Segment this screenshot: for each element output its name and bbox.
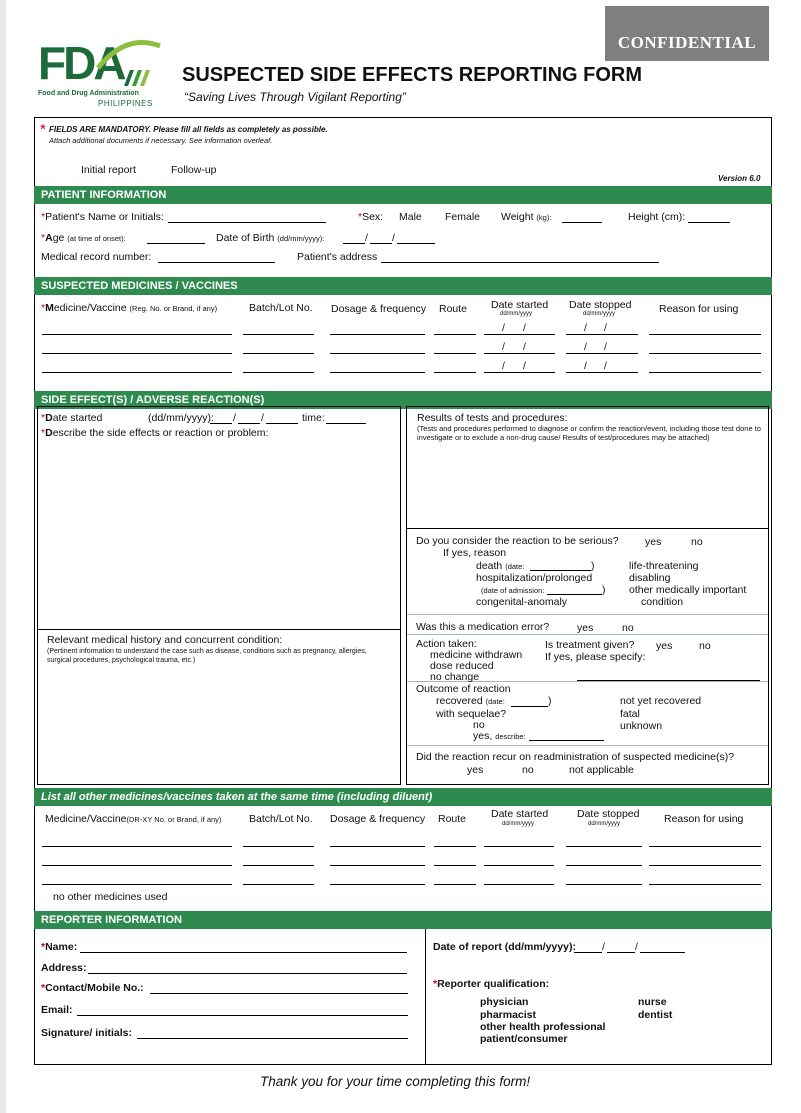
reporter-address-label: Address: <box>41 962 87 974</box>
patient-name-field[interactable] <box>168 222 326 223</box>
reporter-section-header: REPORTER INFORMATION <box>34 911 772 929</box>
reporter-contact-field[interactable] <box>150 993 408 994</box>
suspected-date-started-field[interactable] <box>484 334 555 335</box>
patient-section-header: PATIENT INFORMATION <box>34 186 772 204</box>
other-date-stopped-field[interactable] <box>566 884 642 885</box>
other-reason-field[interactable] <box>649 865 761 866</box>
weight-label: Weight (kg): <box>501 211 552 223</box>
outcome-fatal-option[interactable]: fatal <box>620 708 640 720</box>
report-date-year-field[interactable] <box>640 952 685 953</box>
date-stopped-column-header: Date stopped <box>569 299 632 311</box>
no-other-medicines-option[interactable]: no other medicines used <box>53 891 168 903</box>
reason-death-option[interactable]: death (date: <box>476 560 525 572</box>
date-separator: / <box>523 360 526 372</box>
attach-note: Attach additional documents if necessary. See information overleaf. <box>49 136 273 145</box>
date-separator: / <box>584 360 587 372</box>
sequelae-no-option[interactable]: no <box>473 719 485 731</box>
qualification-dentist-option[interactable]: dentist <box>638 1009 673 1021</box>
suspected-medicine-field[interactable] <box>42 372 232 373</box>
logo-country: PHILIPPINES <box>98 99 153 108</box>
serious-yes-option[interactable]: yes <box>645 536 662 548</box>
action-taken-label: Action taken: <box>416 638 477 650</box>
logo-stripes-icon <box>120 68 154 88</box>
other-date-stopped-field[interactable] <box>566 865 642 866</box>
date-separator: / <box>502 360 505 372</box>
admission-date-label: (date of admission: <box>481 586 545 595</box>
other-batch-column-header: Batch/Lot No. <box>249 813 313 825</box>
dosage-column-header: Dosage & frequency <box>331 303 427 315</box>
qualification-other-option[interactable]: other health professional <box>480 1021 606 1033</box>
route-column-header: Route <box>439 303 468 315</box>
dob-year-field[interactable] <box>397 243 435 244</box>
medicine-column-header: *Medicine/Vaccine (Reg. No. or Brand, if any) <box>41 302 218 314</box>
reaction-date-month-field[interactable] <box>238 423 260 424</box>
other-dosage-field[interactable] <box>330 884 425 885</box>
dob-month-field[interactable] <box>370 243 392 244</box>
qualification-nurse-option[interactable]: nurse <box>638 996 667 1008</box>
other-date-stopped-field[interactable] <box>566 846 642 847</box>
date-separator: / <box>523 341 526 353</box>
reason-other-important-option[interactable]: other medically important <box>629 584 747 596</box>
reaction-date-year-field[interactable] <box>266 423 298 424</box>
date-separator: / <box>502 341 505 353</box>
date-stopped-format: dd/mm/yyyy <box>583 311 616 317</box>
form-title: SUSPECTED SIDE EFFECTS REPORTING FORM <box>182 64 643 86</box>
medical-history-note: (Pertinent information to understand the case such as disease, conditions such as pregnancy, allergies, surgical procedures, psychological trauma, etc.) <box>47 648 367 664</box>
date-separator: / <box>584 341 587 353</box>
patient-name-label: *Patient's Name or Initials: <box>41 211 164 223</box>
other-route-field[interactable] <box>434 846 476 847</box>
outcome-sequelae-label: with sequelae? <box>436 708 507 720</box>
version-label: Version 6.0 <box>718 174 761 183</box>
other-reason-field[interactable] <box>649 884 761 885</box>
other-batch-field[interactable] <box>243 884 314 885</box>
suspected-reason-field[interactable] <box>649 372 761 373</box>
reaction-time-label: time: <box>302 412 325 424</box>
recur-not-applicable-option[interactable]: not applicable <box>569 764 634 776</box>
medicines-section-header: SUSPECTED MEDICINES / VACCINES <box>34 277 772 295</box>
reporter-qualification-label: *Reporter qualification: <box>433 978 550 990</box>
suspected-reason-field[interactable] <box>649 353 761 354</box>
sequelae-describe-field[interactable] <box>529 740 604 741</box>
outcome-label: Outcome of reaction <box>416 683 511 695</box>
date-separator: / <box>604 322 607 334</box>
date-separator: / <box>604 360 607 372</box>
suspected-date-stopped-field[interactable] <box>566 372 638 373</box>
recur-no-option[interactable]: no <box>522 764 534 776</box>
other-reason-column-header: Reason for using <box>664 813 744 825</box>
other-date-started-format: dd/mm/yyyy <box>502 821 535 827</box>
report-date-day-field[interactable] <box>574 952 602 953</box>
treatment-yes-option[interactable]: yes <box>656 640 673 652</box>
dob-day-field[interactable] <box>343 243 365 244</box>
date-separator: / <box>584 322 587 334</box>
reason-hospitalization-option[interactable]: hospitalization/prolonged <box>476 572 593 584</box>
qualification-pharmacist-option[interactable]: pharmacist <box>480 1009 537 1021</box>
test-results-title: Results of tests and procedures: <box>417 412 568 424</box>
other-batch-field[interactable] <box>243 865 314 866</box>
dob-label: Date of Birth (dd/mm/yyyy): <box>216 232 325 244</box>
reporter-name-label: *Name: <box>41 941 78 953</box>
other-medicine-column-header: Medicine/Vaccine(DR-XY No. or Brand, if any) <box>45 813 222 825</box>
outcome-unknown-option[interactable]: unknown <box>620 720 663 732</box>
action-dose-reduced-option[interactable]: dose reduced <box>430 660 494 672</box>
describe-reaction-label: *Describe the side effects or reaction or problem: <box>41 427 269 439</box>
describe-reaction-box[interactable] <box>37 406 401 630</box>
weight-field[interactable] <box>562 222 602 223</box>
reporter-name-field[interactable] <box>80 952 407 953</box>
reaction-date-label: *Date started <box>41 412 103 424</box>
recur-yes-option[interactable]: yes <box>467 764 484 776</box>
other-date-started-field[interactable] <box>484 846 554 847</box>
qualification-patient-option[interactable]: patient/consumer <box>480 1033 568 1045</box>
batch-column-header: Batch/Lot No. <box>249 302 313 314</box>
mandatory-note: FIELDS ARE MANDATORY. Please fill all fields as completely as possible. <box>49 125 328 134</box>
other-date-started-field[interactable] <box>484 884 554 885</box>
other-date-started-field[interactable] <box>484 865 554 866</box>
suspected-route-field[interactable] <box>434 334 476 335</box>
reason-congenital-option[interactable]: congenital-anomaly <box>476 596 568 608</box>
initial-report-option[interactable]: Initial report <box>81 164 136 176</box>
if-yes-reason-label: If yes, reason <box>443 547 507 559</box>
patient-address-field[interactable] <box>381 262 659 263</box>
outcome-recovered-option[interactable]: recovered (date: <box>436 695 505 707</box>
admission-date-field[interactable] <box>547 594 602 595</box>
suspected-medicine-field[interactable] <box>42 334 232 335</box>
sex-female-option[interactable]: Female <box>445 211 481 223</box>
serious-no-option[interactable]: no <box>691 536 703 548</box>
treatment-specify-label: If yes, please specify: <box>545 651 646 663</box>
suspected-route-field[interactable] <box>434 353 476 354</box>
serious-question: Do you consider the reaction to be serious? <box>416 535 619 547</box>
other-route-column-header: Route <box>438 813 467 825</box>
other-medicines-section-header: List all other medicines/vaccines taken at the same time (including diluent) <box>34 788 772 806</box>
suspected-route-field[interactable] <box>434 372 476 373</box>
reporter-email-label: Email: <box>41 1004 73 1016</box>
other-medicine-field[interactable] <box>42 865 232 866</box>
treatment-specify-field[interactable] <box>577 680 760 681</box>
sex-label: *Sex: <box>358 211 384 223</box>
other-medicine-field[interactable] <box>42 846 232 847</box>
other-route-field[interactable] <box>434 884 476 885</box>
fda-logo: FDA <box>38 37 124 89</box>
test-results-note: (Tests and procedures performed to diagnose or confirm the reaction/event, including those test done to investigate or to exclude a non-drug cause/ Results of test/procedures may be attached) <box>417 424 761 442</box>
suspected-batch-field[interactable] <box>243 334 314 335</box>
reason-life-threatening-option[interactable]: life-threatening <box>629 560 699 572</box>
logo-agency-name: Food and Drug Administration <box>38 90 139 97</box>
patient-address-label: Patient's address <box>297 251 378 263</box>
reason-disabling-option[interactable]: disabling <box>629 572 671 584</box>
suspected-medicine-field[interactable] <box>42 353 232 354</box>
medical-record-field[interactable] <box>158 262 275 263</box>
suspected-batch-field[interactable] <box>243 372 314 373</box>
suspected-date-started-field[interactable] <box>484 353 555 354</box>
reason-condition-label: condition <box>641 596 684 608</box>
date-separator: / <box>523 322 526 334</box>
reporter-contact-label: *Contact/Mobile No.: <box>41 982 144 994</box>
treatment-given-question: Is treatment given? <box>545 639 635 651</box>
reporter-signature-label: Signature/ initials: <box>41 1027 133 1039</box>
other-dosage-field[interactable] <box>330 865 425 866</box>
sequelae-yes-option[interactable]: yes, describe: <box>473 730 526 742</box>
suspected-dosage-field[interactable] <box>330 353 425 354</box>
age-label: *Age (at time of onset): <box>41 232 126 244</box>
reaction-date-day-field[interactable] <box>210 423 232 424</box>
window-edge <box>0 0 6 1113</box>
action-no-change-option[interactable]: no change <box>430 671 480 683</box>
medication-error-yes-option[interactable]: yes <box>577 622 594 634</box>
other-reason-field[interactable] <box>649 846 761 847</box>
reporter-signature-field[interactable] <box>137 1038 408 1039</box>
recovered-date-field[interactable] <box>511 706 548 707</box>
reporter-email-field[interactable] <box>77 1015 408 1016</box>
form-tagline: “Saving Lives Through Vigilant Reporting” <box>184 90 406 104</box>
height-field[interactable] <box>688 222 730 223</box>
suspected-date-started-field[interactable] <box>484 372 555 373</box>
date-separator: / <box>502 322 505 334</box>
sex-male-option[interactable]: Male <box>399 211 422 223</box>
mandatory-asterisk: * <box>40 121 46 138</box>
action-withdrawn-option[interactable]: medicine withdrawn <box>430 649 523 661</box>
reporter-address-field[interactable] <box>88 973 407 974</box>
other-date-stopped-format: dd/mm/yyyy <box>588 821 621 827</box>
follow-up-option[interactable]: Follow-up <box>171 164 217 176</box>
other-medicine-field[interactable] <box>42 884 232 885</box>
reason-column-header: Reason for using <box>659 303 739 315</box>
suspected-dosage-field[interactable] <box>330 334 425 335</box>
medication-error-no-option[interactable]: no <box>622 622 634 634</box>
other-date-started-column-header: Date started <box>491 808 549 820</box>
medication-error-question: Was this a medication error? <box>416 621 550 633</box>
height-label: Height (cm): <box>628 211 686 223</box>
death-date-field[interactable] <box>530 570 591 571</box>
age-field[interactable] <box>147 243 205 244</box>
qualification-physician-option[interactable]: physician <box>480 996 529 1008</box>
suspected-date-stopped-field[interactable] <box>566 353 638 354</box>
other-batch-field[interactable] <box>243 846 314 847</box>
report-date-month-field[interactable] <box>607 952 635 953</box>
confidential-label: CONFIDENTIAL <box>605 6 769 61</box>
date-started-column-header: Date started <box>491 299 549 311</box>
recur-question: Did the reaction recur on readministration of suspected medicine(s)? <box>416 751 735 763</box>
suspected-batch-field[interactable] <box>243 353 314 354</box>
outcome-not-recovered-option[interactable]: not yet recovered <box>620 695 702 707</box>
other-route-field[interactable] <box>434 865 476 866</box>
date-separator: / <box>604 341 607 353</box>
date-started-format: dd/mm/yyyy <box>500 311 533 317</box>
reaction-date-format: (dd/mm/yyyy): <box>148 412 214 424</box>
reaction-time-field[interactable] <box>326 423 366 424</box>
medical-record-label: Medical record number: <box>41 251 152 263</box>
suspected-reason-field[interactable] <box>649 334 761 335</box>
thank-you-message: Thank you for your time completing this form! <box>260 1074 531 1089</box>
report-date-label: Date of report (dd/mm/yyyy): <box>433 941 576 953</box>
treatment-no-option[interactable]: no <box>699 640 711 652</box>
other-dosage-column-header: Dosage & frequency <box>330 813 426 825</box>
medical-history-title: Relevant medical history and concurrent condition: <box>47 634 283 646</box>
side-effects-section-header: SIDE EFFECT(S) / ADVERSE REACTION(S) <box>34 391 772 409</box>
suspected-date-stopped-field[interactable] <box>566 334 638 335</box>
suspected-dosage-field[interactable] <box>330 372 425 373</box>
other-dosage-field[interactable] <box>330 846 425 847</box>
other-date-stopped-column-header: Date stopped <box>577 808 640 820</box>
